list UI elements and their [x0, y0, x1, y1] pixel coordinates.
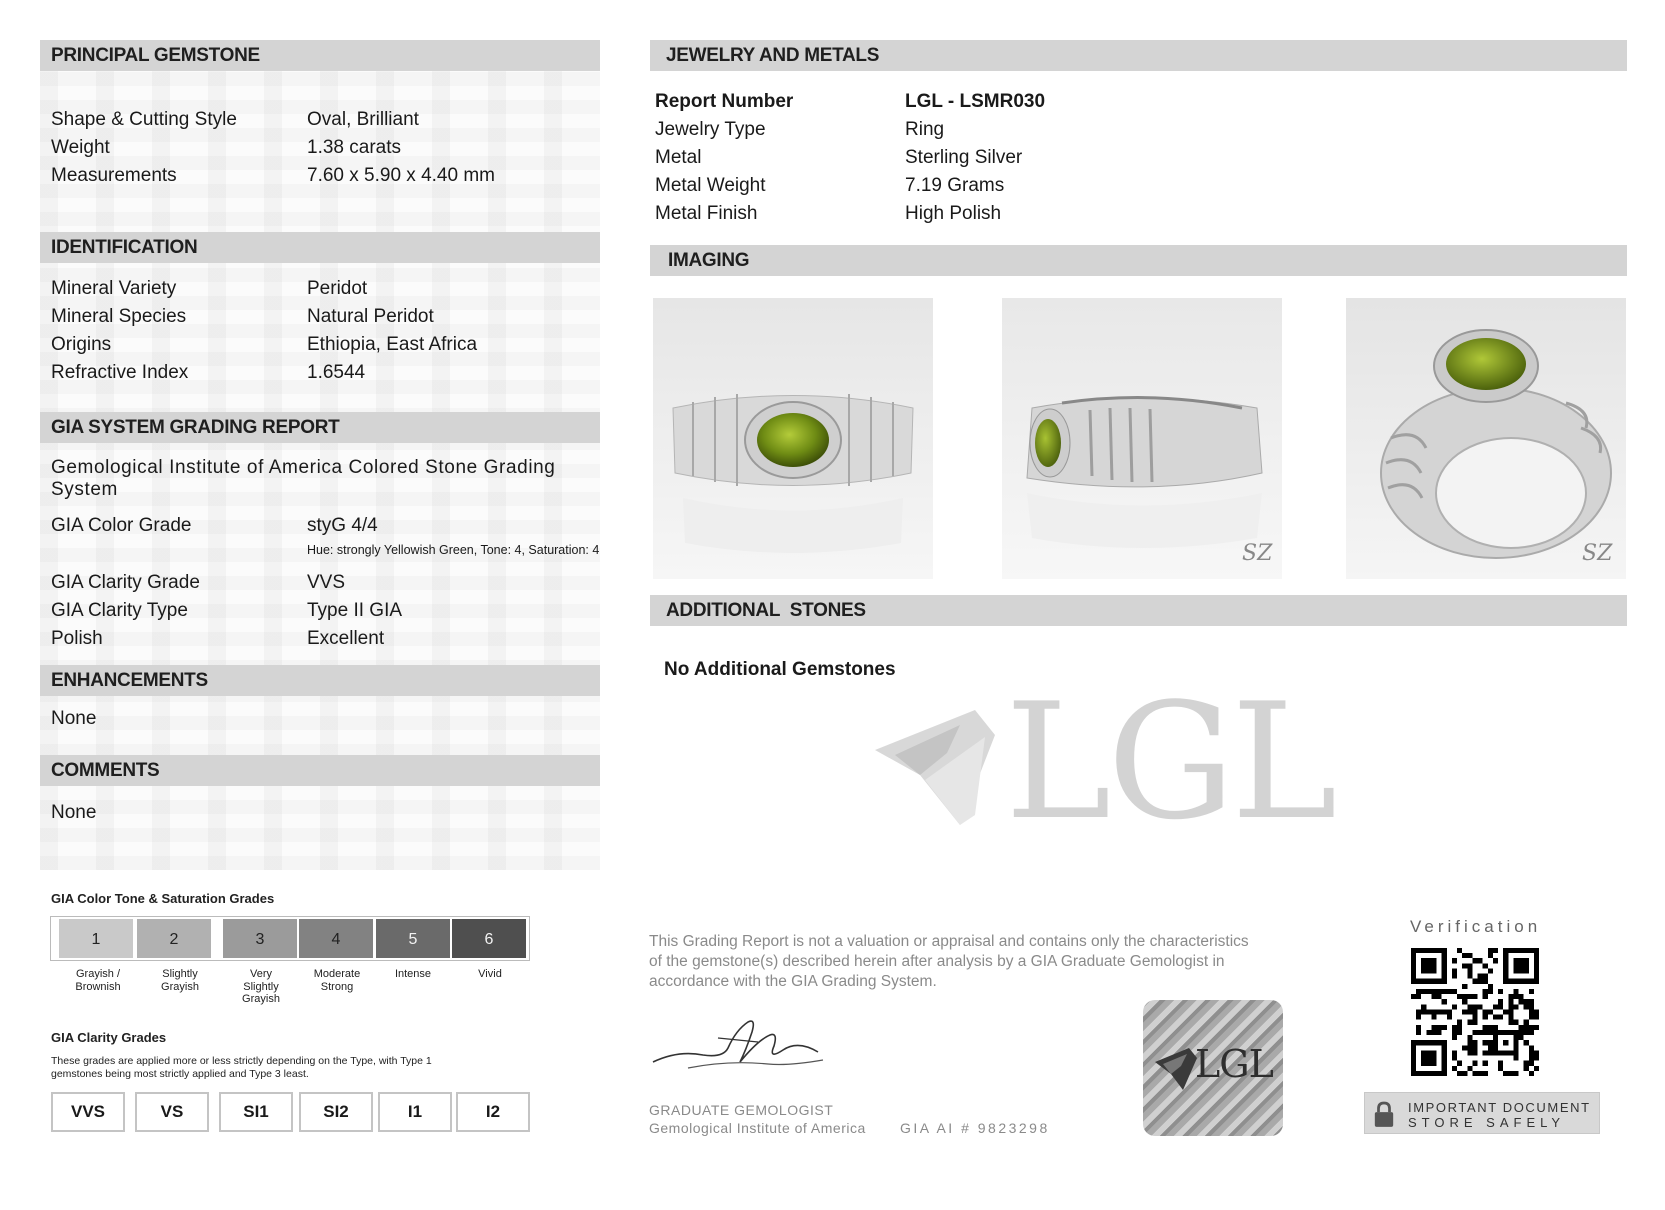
principal-gemstone-header: PRINCIPAL GEMSTONE: [40, 40, 600, 71]
gemologist-signature: [648, 1010, 828, 1080]
polish-label: Polish: [51, 628, 103, 649]
gia-color-grade-value: styG 4/4: [307, 515, 378, 536]
mineral-variety-label: Mineral Variety: [51, 278, 177, 299]
origins-label: Origins: [51, 334, 112, 355]
tone-grade-2: 2: [136, 918, 212, 959]
weight-label: Weight: [51, 137, 110, 158]
important-line1: IMPORTANT DOCUMENT: [1408, 1100, 1591, 1115]
origins-value: Ethiopia, East Africa: [307, 334, 478, 355]
clarity-grade-vvs: VVS: [51, 1092, 125, 1132]
additional-stones-value: No Additional Gemstones: [664, 659, 896, 680]
svg-text:SZ: SZ: [1582, 541, 1613, 566]
tone-grade-label-line: Grayish: [242, 993, 280, 1005]
ring-photo-side: [1002, 298, 1282, 579]
enhancements-header: ENHANCEMENTS: [40, 665, 600, 696]
gia-system-line2: System: [51, 479, 118, 500]
important-document-badge: [1364, 1092, 1600, 1134]
metal-weight-value: 7.19 Grams: [905, 175, 1005, 196]
tone-grade-label-line: Grayish: [161, 980, 199, 993]
tone-grade-3: 3: [222, 918, 298, 959]
tone-grade-label-5: [374, 968, 452, 981]
refractive-index-value: 1.6544: [307, 362, 366, 383]
clarity-grade-i1: I1: [378, 1092, 452, 1132]
gia-system-line1: Gemological Institute of America Colored Stone Grading: [51, 457, 556, 478]
comments-header: COMMENTS: [40, 755, 600, 786]
lgl-hologram-seal: [1143, 1000, 1283, 1136]
weight-value: 1.38 carats: [307, 137, 401, 158]
enhancements-value: None: [51, 708, 97, 729]
clarity-grade-si2: SI2: [299, 1092, 373, 1132]
clarity-grade-i2: I2: [456, 1092, 530, 1132]
tone-grade-label-line: Intense: [394, 968, 432, 980]
gia-color-detail: Hue: strongly Yellowish Green, Tone: 4, Saturation: 4: [307, 543, 600, 557]
polish-value: Excellent: [307, 628, 385, 649]
tone-grade-label-4: [298, 968, 376, 993]
gia-clarity-type-label: GIA Clarity Type: [51, 600, 188, 621]
clarity-grade-si1: SI1: [219, 1092, 293, 1132]
disclaimer-line1: This Grading Report is not a valuation or appraisal and contains only the characteristics: [649, 933, 1249, 950]
tone-grade-label-line: Strong: [320, 980, 354, 993]
tone-grade-6: 6: [451, 918, 527, 959]
disclaimer-line3: accordance with the GIA Grading System.: [649, 973, 937, 990]
tone-scale-title: GIA Color Tone & Saturation Grades: [51, 891, 275, 906]
imaging-header: IMAGING: [650, 245, 1627, 276]
svg-text:SZ: SZ: [1242, 541, 1273, 566]
mineral-variety-value: Peridot: [307, 278, 368, 299]
shape-label: Shape & Cutting Style: [51, 109, 237, 130]
disclaimer-line2: of the gemstone(s) described herein after analysis by a GIA Graduate Gemologist in: [649, 953, 1225, 970]
tone-grade-label-3: [222, 968, 300, 1006]
tone-grade-label-line: Moderate: [313, 968, 361, 980]
gia-clarity-grade-value: VVS: [307, 572, 346, 593]
measurements-value: 7.60 x 5.90 x 4.40 mm: [307, 165, 495, 186]
jewelry-type-label: Jewelry Type: [655, 119, 766, 140]
jewelry-metals-header: JEWELRY AND METALS: [650, 40, 1627, 71]
tone-grade-label-line: Very: [249, 968, 272, 980]
ring-photo-front: [653, 298, 933, 579]
tone-grade-1: 1: [58, 918, 134, 959]
additional-stones-header: ADDITIONAL STONES: [650, 595, 1627, 626]
tone-grade-label-2: [141, 968, 219, 993]
gemologist-title: GRADUATE GEMOLOGIST: [649, 1102, 834, 1118]
metal-weight-label: Metal Weight: [655, 175, 766, 196]
hologram-logo-text: LGL: [1195, 1042, 1273, 1086]
gia-clarity-type-value: Type II GIA: [307, 600, 403, 621]
identification-header: IDENTIFICATION: [40, 232, 600, 263]
comments-value: None: [51, 802, 97, 823]
metal-label: Metal: [655, 147, 702, 168]
mineral-species-label: Mineral Species: [51, 306, 187, 327]
tone-grade-label-6: [451, 968, 529, 981]
report-number-label: Report Number: [655, 91, 794, 112]
gemologist-institute: Gemological Institute of America: [649, 1120, 866, 1136]
tone-grade-label-1: [59, 968, 137, 993]
gia-color-grade-label: GIA Color Grade: [51, 515, 192, 536]
gia-report-header: GIA SYSTEM GRADING REPORT: [40, 412, 600, 443]
lgl-watermark-text: LGL: [1005, 668, 1334, 855]
clarity-note-line1: These grades are applied more or less strictly depending on the Type, with Type 1: [51, 1055, 432, 1067]
tone-grade-4: 4: [298, 918, 374, 959]
jewelry-type-value: Ring: [905, 119, 945, 140]
metal-finish-value: High Polish: [905, 203, 1002, 224]
report-number-value: LGL - LSMR030: [905, 91, 1046, 112]
lgl-watermark-logo: [865, 668, 1335, 855]
metal-finish-label: Metal Finish: [655, 203, 758, 224]
lock-icon: [1373, 1100, 1395, 1128]
tone-grade-label-line: Grayish /: [75, 968, 120, 980]
mineral-species-value: Natural Peridot: [307, 306, 434, 327]
metal-value: Sterling Silver: [905, 147, 1023, 168]
clarity-note-line2: gemstones being most strictly applied and Type 3 least.: [51, 1068, 309, 1080]
gia-ai-number: GIA AI # 9823298: [900, 1120, 1050, 1136]
measurements-label: Measurements: [51, 165, 177, 186]
refractive-index-label: Refractive Index: [51, 362, 189, 383]
tone-grade-label-line: Brownish: [75, 980, 121, 993]
verification-qr-code[interactable]: [1411, 948, 1539, 1076]
clarity-scale-title: GIA Clarity Grades: [51, 1030, 167, 1045]
tone-grade-label-line: Slightly: [162, 968, 198, 980]
important-line2: STORE SAFELY: [1408, 1115, 1566, 1130]
shape-value: Oval, Brilliant: [307, 109, 419, 130]
gia-clarity-grade-label: GIA Clarity Grade: [51, 572, 200, 593]
clarity-grade-vs: VS: [135, 1092, 209, 1132]
tone-grade-label-line: Vivid: [478, 968, 502, 980]
verification-title: Verification: [1410, 917, 1542, 936]
tone-grade-5: 5: [375, 918, 451, 959]
ring-photo-angled: [1346, 298, 1626, 579]
tone-grade-label-line: Slightly: [243, 980, 279, 993]
